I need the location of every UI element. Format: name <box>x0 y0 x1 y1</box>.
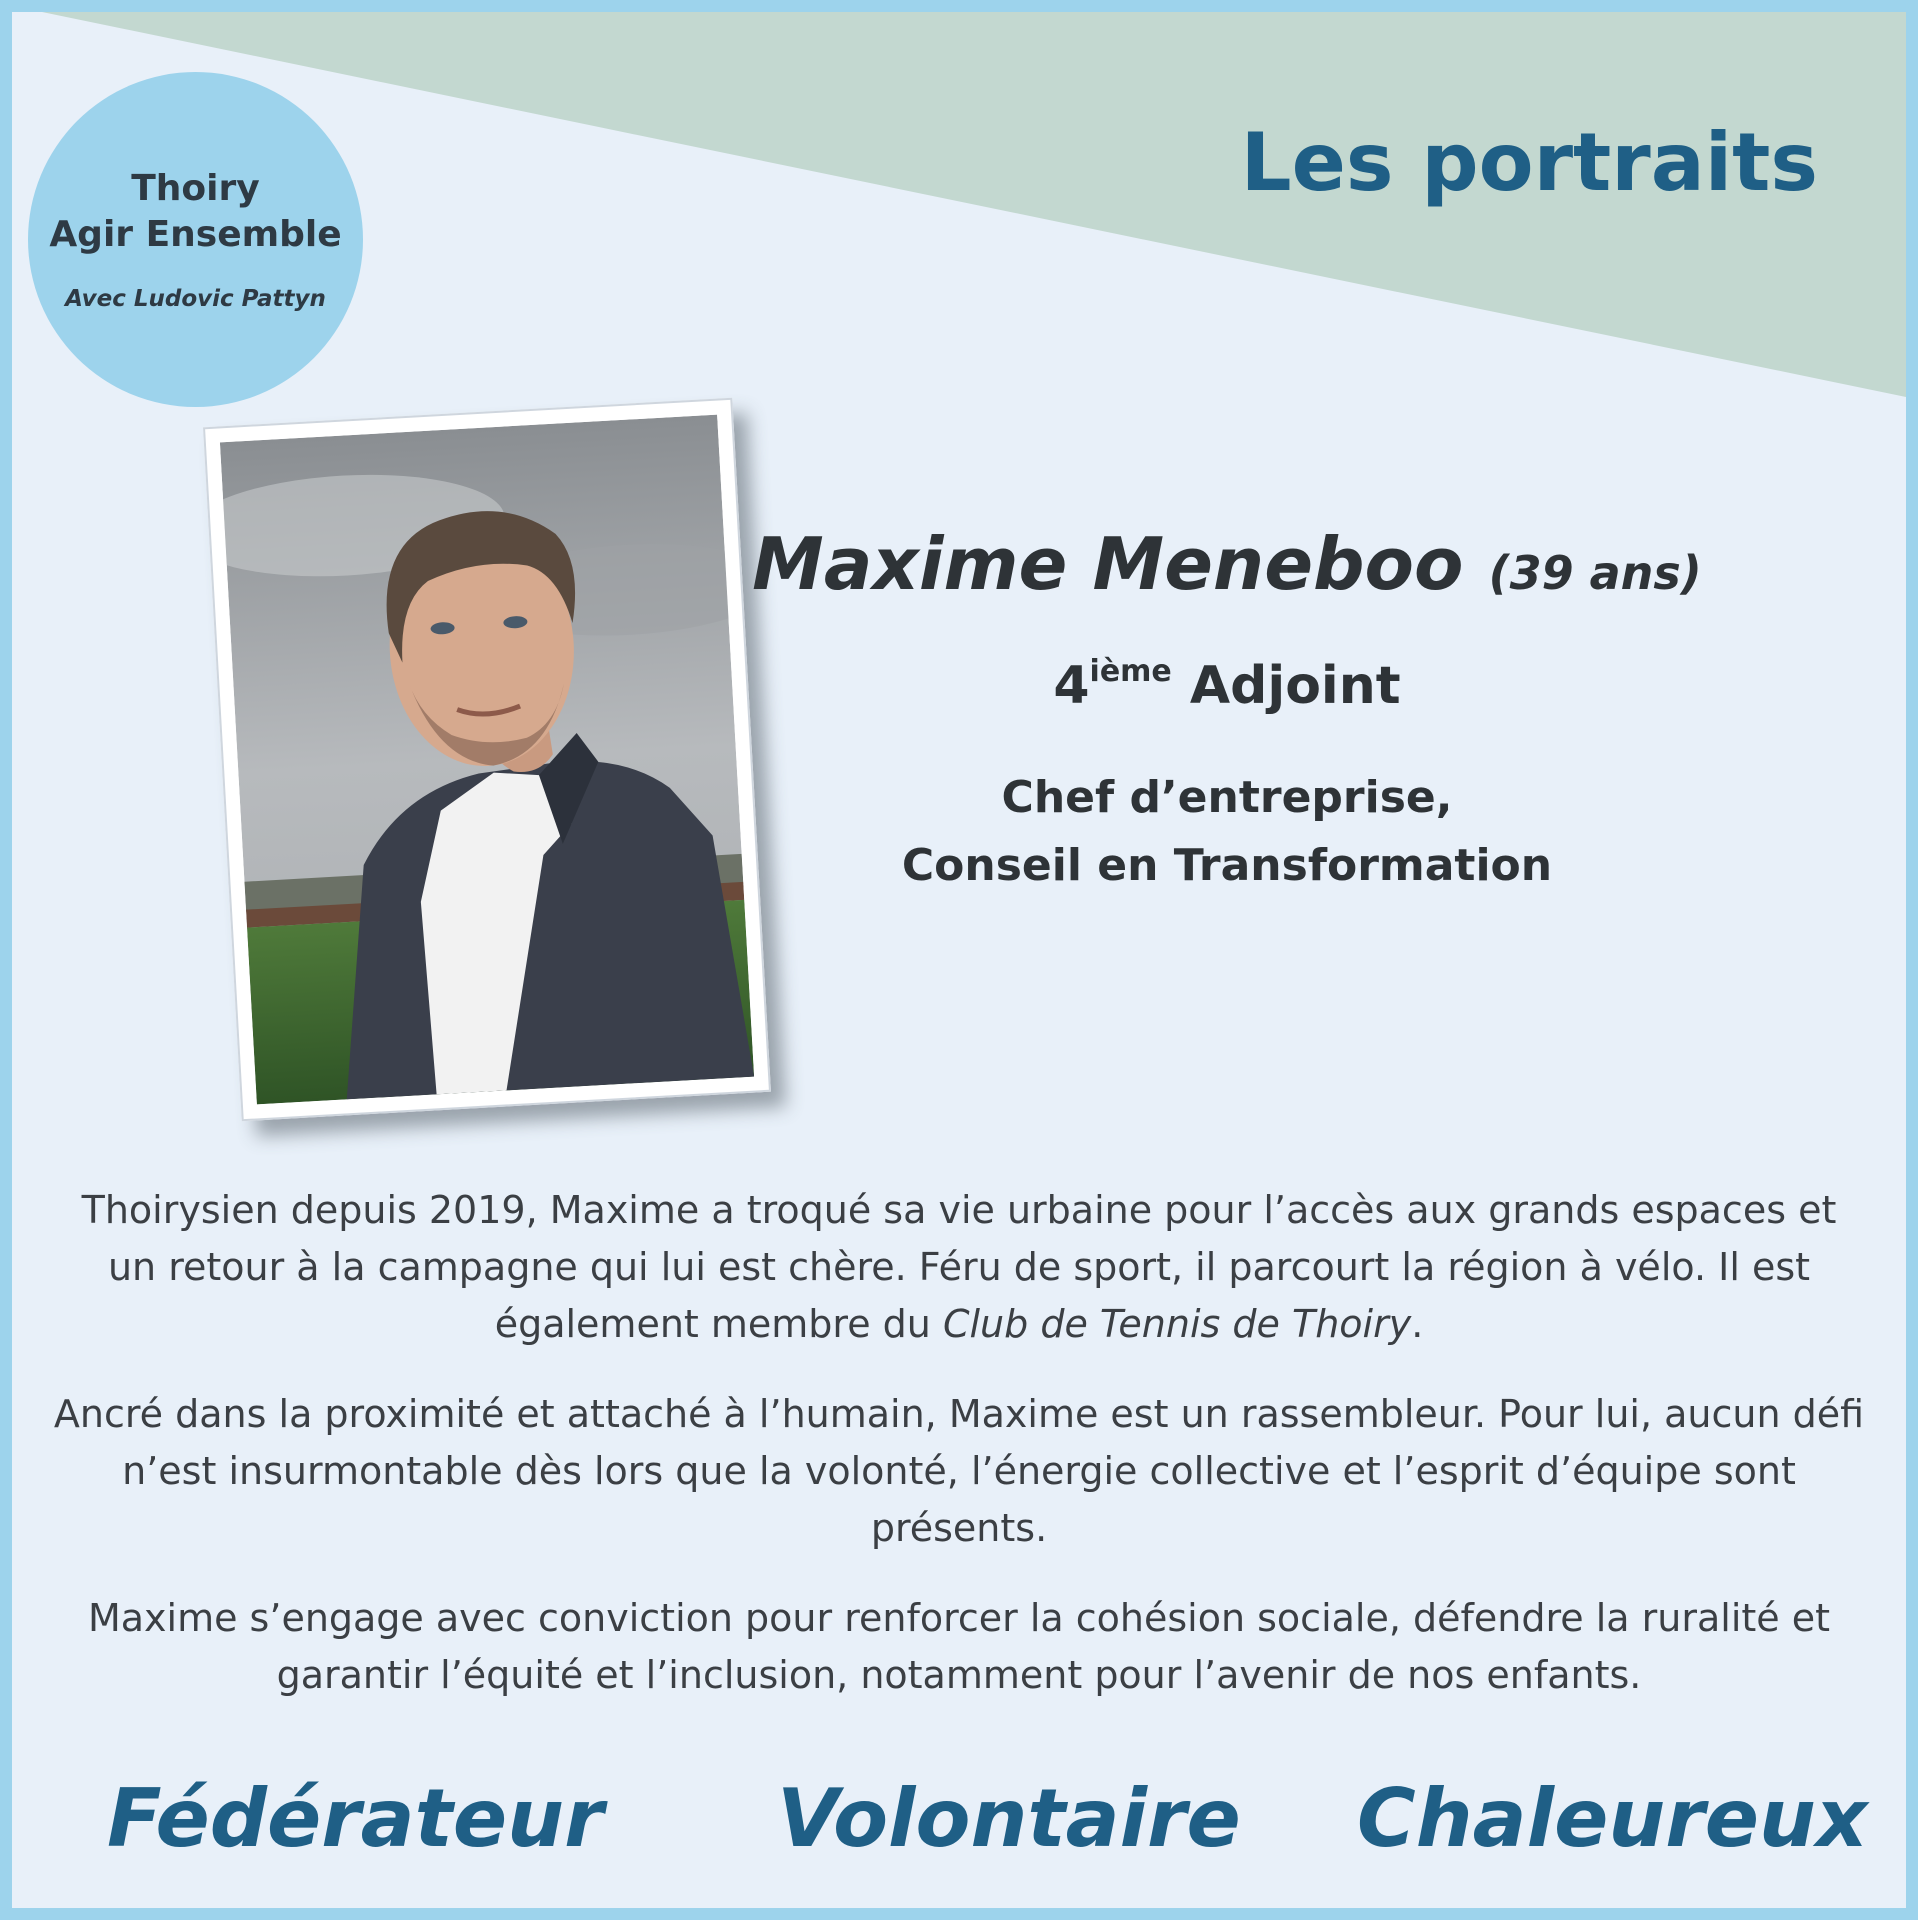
portrait-image <box>220 415 754 1105</box>
person-occupation <box>672 764 1782 900</box>
poster <box>12 12 1906 1908</box>
trait-2: Volontaire <box>777 1772 1241 1865</box>
bio-paragraph-3: Maxime s’engage avec conviction pour renforcer la cohésion sociale, défendre la ruralité et garantir l’équité et l’inclusion, notamment pour l’avenir de nos enfants. <box>87 1596 1831 1697</box>
occupation-line-1: Chef d’entreprise, <box>1001 772 1453 823</box>
bio-p1-club: Club de Tennis de Thoiry <box>942 1302 1412 1346</box>
occupation-line-2: Conseil en Transformation <box>901 840 1553 891</box>
person-role <box>672 654 1782 716</box>
page-title: Les portraits <box>1240 116 1818 209</box>
bio-paragraph-2: Ancré dans la proximité et attaché à l’humain, Maxime est un rassembleur. Pour lui, aucun défi n’est insurmontable dès lors que la volonté, l’énergie collective et l’esprit d’équipe sont présents. <box>53 1392 1865 1550</box>
badge-line-2: Agir Ensemble <box>49 214 342 255</box>
role-number: 4 <box>1053 656 1090 716</box>
trait-3: Chaleureux <box>1357 1772 1868 1865</box>
bio-p1-end: . <box>1411 1302 1424 1346</box>
campaign-badge <box>28 72 363 407</box>
role-suffix: ième <box>1089 654 1172 689</box>
person-age: (39 ans) <box>1488 546 1702 600</box>
trait-1: Fédérateur <box>107 1772 604 1865</box>
bio-p1-text: Thoirysien depuis 2019, Maxime a troqué sa vie urbaine pour l’accès aux grands espaces et un retour à la campagne qui lui est chère. Féru de sport, il parcourt la région à vélo. Il est également membre du <box>81 1188 1837 1346</box>
person-name-text: Maxime Meneboo <box>752 522 1464 606</box>
badge-subline: Avec Ludovic Pattyn <box>65 286 326 312</box>
portrait-photo <box>203 398 771 1122</box>
badge-line-1: Thoiry <box>131 168 260 209</box>
bio-paragraph-1 <box>52 1182 1866 1353</box>
role-title: Adjoint <box>1189 656 1401 716</box>
person-name <box>672 522 1782 606</box>
